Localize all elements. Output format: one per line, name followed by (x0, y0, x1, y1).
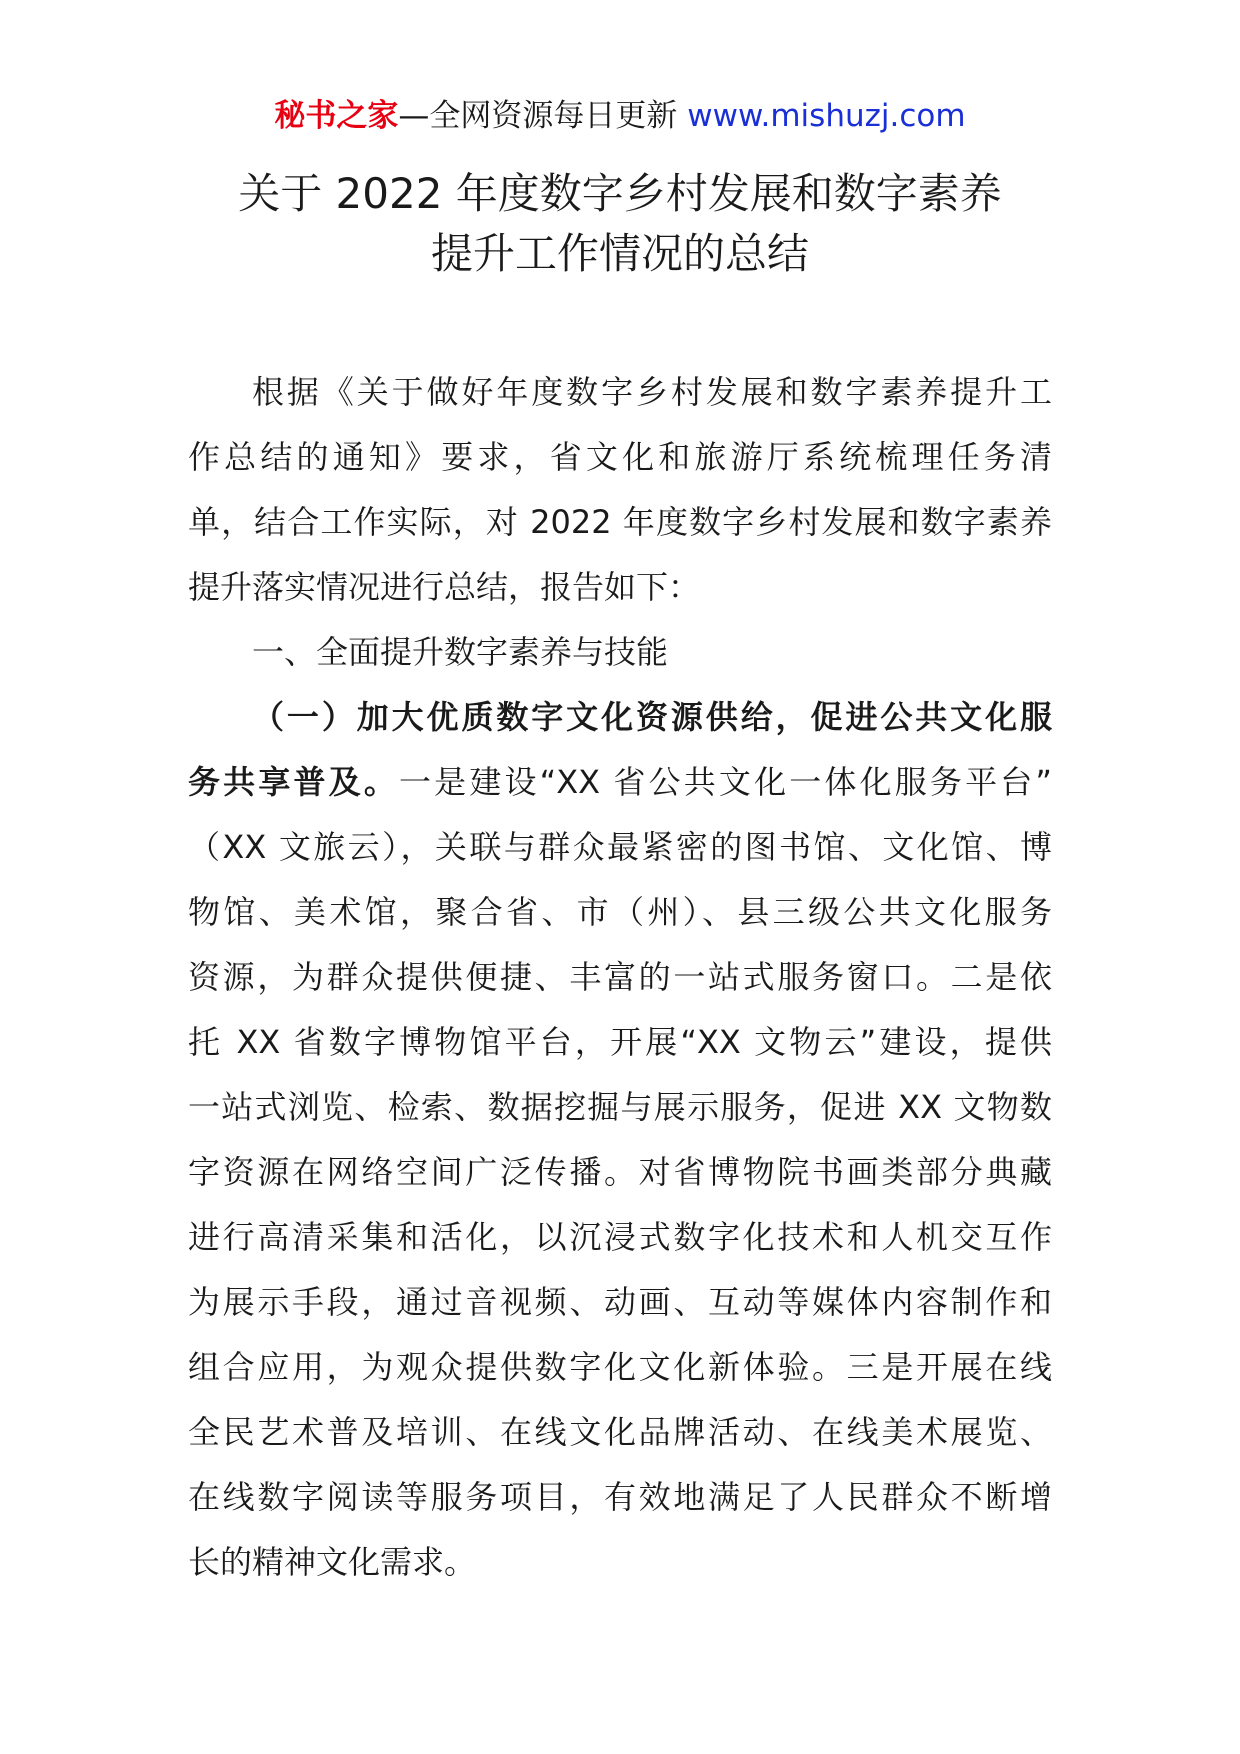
site-url-link[interactable]: www.mishuzj.com (687, 98, 966, 134)
paragraph-line: 进行高清采集和活化，以沉浸式数字化技术和人机交互作 (188, 1218, 1052, 1256)
brand-name: 秘书之家 (274, 98, 399, 134)
paragraph-line: 一站式浏览、检索、数据挖掘与展示服务，促进 XX 文物数 (188, 1088, 1052, 1126)
intro-line: 作总结的通知》要求，省文化和旅游厅系统梳理任务清 (188, 438, 1052, 476)
title-line-1: 关于 2022 年度数字乡村发展和数字素养 (238, 169, 1002, 218)
subsection-line (188, 750, 1052, 815)
section-heading: 一、全面提升数字素养与技能 (252, 633, 669, 671)
paragraph-line: 组合应用，为观众提供数字化文化新体验。三是开展在线 (188, 1348, 1052, 1386)
paragraph-line: 物馆、美术馆，聚合省、市（州）、县三级公共文化服务 (188, 893, 1052, 931)
paragraph-line: 在线数字阅读等服务项目，有效地满足了人民群众不断增 (188, 1478, 1052, 1516)
subsection-heading: （一）加大优质数字文化资源供给，促进公共文化服 (252, 698, 1052, 736)
intro-line: 提升落实情况进行总结，报告如下： (188, 568, 701, 606)
paragraph-line: 为展示手段，通过音视频、动画、互动等媒体内容制作和 (188, 1283, 1052, 1321)
paragraph-line: 长的精神文化需求。 (188, 1543, 477, 1581)
intro-line: 根据《关于做好年度数字乡村发展和数字素养提升工 (252, 373, 1052, 411)
document-body (188, 360, 1052, 1595)
intro-line: 单，结合工作实际，对 2022 年度数字乡村发展和数字素养 (188, 503, 1052, 541)
banner-tagline: —全网资源每日更新 (398, 98, 688, 134)
paragraph-line: 托 XX 省数字博物馆平台，开展“XX 文物云”建设，提供 (188, 1023, 1052, 1061)
title-line-2: 提升工作情况的总结 (430, 229, 809, 278)
paragraph-line: 资源，为群众提供便捷、丰富的一站式服务窗口。二是依 (188, 958, 1052, 996)
paragraph-line: 字资源在网络空间广泛传播。对省博物院书画类部分典藏 (188, 1153, 1052, 1191)
paragraph-line: 全民艺术普及培训、在线文化品牌活动、在线美术展览、 (188, 1413, 1052, 1451)
site-banner (0, 96, 1240, 136)
subsection-heading-tail: 务共享普及。 (188, 763, 399, 801)
paragraph-line: （XX 文旅云），关联与群众最紧密的图书馆、文化馆、博 (188, 828, 1052, 866)
subsection-text: 一是建设“XX 省公共文化一体化服务平台” (399, 763, 1052, 801)
document-title (0, 164, 1240, 284)
